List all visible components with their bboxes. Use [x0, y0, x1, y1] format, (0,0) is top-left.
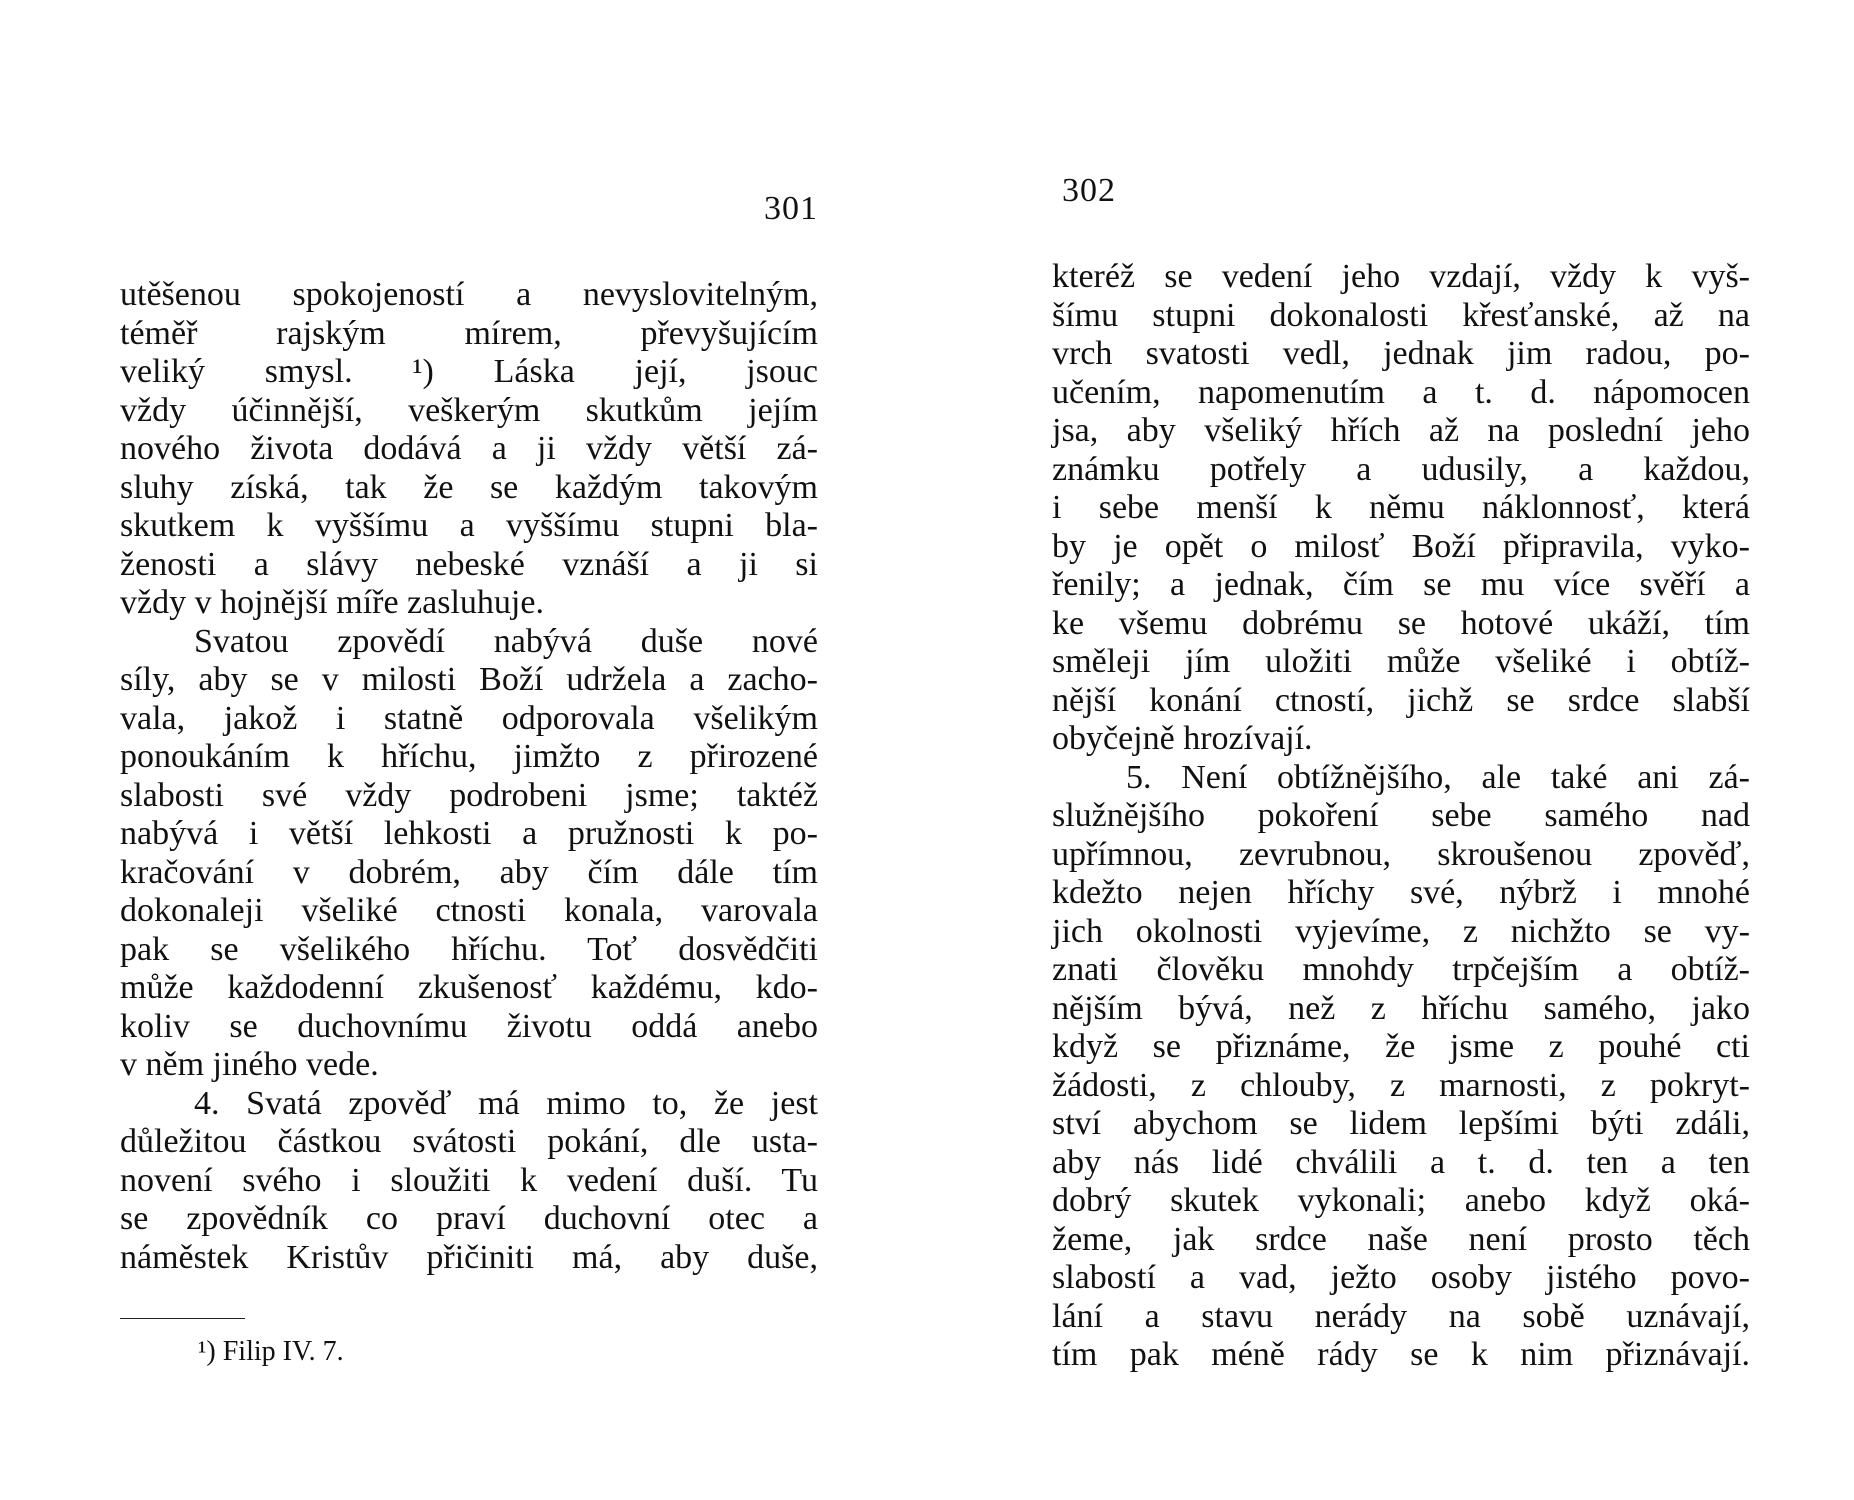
text-line: vždy v hojnější míře zasluhuje. — [120, 584, 544, 621]
text-line: lání a stavu nerády na sobě uznávají, — [1052, 1297, 1750, 1335]
text-line: upřímnou, zevrubnou, skroušenou zpověď, — [1052, 835, 1750, 873]
text-line: když se přiznáme, že jsme z pouhé cti — [1052, 1028, 1750, 1065]
right-page-body-text — [1052, 258, 1750, 1375]
text-line: dokonaleji všeliké ctnosti konala, varovala — [120, 892, 818, 929]
text-line: slabostí a vad, ježto osoby jistého povo- — [1052, 1259, 1750, 1296]
text-line: ponoukáním k hříchu, jimžto z přirozené — [120, 738, 818, 775]
text-line: v něm jiného vede. — [120, 1046, 379, 1083]
text-line: vždy účinnější, veškerým skutkům jejím — [120, 391, 818, 429]
text-line: dobrý skutek vykonali; anebo když oká- — [1052, 1182, 1750, 1219]
text-line: učením, napomenutím a t. d. nápomocen — [1052, 373, 1750, 411]
text-line: tím pak méně rády se k nim přiznávají. — [1052, 1336, 1750, 1373]
text-line: koliv se duchovnímu životu oddá anebo — [120, 1007, 818, 1045]
footnote: ¹) Filip IV. 7. — [198, 1336, 344, 1367]
page-number-left: 301 — [764, 190, 818, 227]
text-line: vala, jakož i statně odporovala všelikým — [120, 699, 818, 737]
text-line: 4. Svatá zpověď má mimo to, že jest — [194, 1084, 818, 1122]
text-line: nější konání ctností, jichž se srdce slabší — [1052, 681, 1750, 719]
text-line: utěšenou spokojeností a nevyslovitelným, — [120, 276, 818, 313]
text-line: znati člověku mnohdy trpčejším a obtíž- — [1052, 951, 1750, 988]
text-line: žádosti, z chlouby, z marnosti, z pokryt- — [1052, 1066, 1750, 1104]
text-line: náměstek Kristův přičiniti má, aby duše, — [120, 1238, 818, 1276]
text-line: 5. Není obtížnějšího, ale také ani zá- — [1126, 758, 1750, 796]
text-line: téměř rajským mírem, převyšujícím — [120, 314, 818, 352]
text-line: směleji jím uložiti může všeliké i obtíž- — [1052, 643, 1750, 680]
text-line: služnějšího pokoření sebe samého nad — [1052, 797, 1750, 834]
footnote-divider — [120, 1318, 245, 1319]
text-line: jsa, aby všeliký hřích až na poslední jeho — [1052, 412, 1750, 449]
text-line: může každodenní zkušenosť každému, kdo- — [120, 969, 818, 1006]
text-line: žeme, jak srdce naše není prosto těch — [1052, 1220, 1750, 1258]
text-line: novení svého i sloužiti k vedení duší. Tu — [120, 1161, 818, 1199]
text-line: sluhy získá, tak že se každým takovým — [120, 468, 818, 506]
page-number-right: 302 — [1062, 172, 1116, 209]
text-line: se zpovědník co praví duchovní otec a — [120, 1200, 818, 1237]
text-line: nového života dodává a ji vždy větší zá- — [120, 430, 818, 467]
text-line: řenily; a jednak, čím se mu více svěří a — [1052, 566, 1750, 603]
text-line: vrch svatosti vedl, jednak jim radou, po- — [1052, 335, 1750, 372]
text-line: aby nás lidé chválili a t. d. ten a ten — [1052, 1143, 1750, 1181]
text-line: šímu stupni dokonalosti křesťanské, až na — [1052, 296, 1750, 334]
text-line: ženosti a slávy nebeské vznáší a ji si — [120, 545, 818, 583]
text-line: kračování v dobrém, aby čím dále tím — [120, 853, 818, 891]
text-line: Svatou zpovědí nabývá duše nové — [194, 622, 818, 660]
text-line: kteréž se vedení jeho vzdají, vždy k vyš- — [1052, 258, 1750, 295]
text-line: nabývá i větší lehkosti a pružnosti k po- — [120, 815, 818, 852]
text-line: by je opět o milosť Boží připravila, vyko- — [1052, 527, 1750, 565]
text-line: důležitou částkou svátosti pokání, dle usta- — [120, 1123, 818, 1160]
text-line: pak se všelikého hříchu. Toť dosvědčiti — [120, 930, 818, 968]
text-line: obyčejně hrozívají. — [1052, 720, 1313, 757]
text-line: skutkem k vyššímu a vyššímu stupni bla- — [120, 507, 818, 544]
text-line: ství abychom se lidem lepšími býti zdáli, — [1052, 1105, 1750, 1142]
text-line: kdežto nejen hříchy své, nýbrž i mnohé — [1052, 874, 1750, 911]
text-line: síly, aby se v milosti Boží udržela a zacho- — [120, 661, 818, 698]
text-line: veliký smysl. ¹) Láska její, jsouc — [120, 353, 818, 390]
left-page-body-text — [120, 276, 818, 1277]
text-line: nějším bývá, než z hříchu samého, jako — [1052, 989, 1750, 1027]
text-line: i sebe menší k němu náklonnosť, která — [1052, 489, 1750, 526]
text-line: slabosti své vždy podrobeni jsme; taktéž — [120, 776, 818, 814]
text-line: jich okolnosti vyjevíme, z nichžto se vy- — [1052, 912, 1750, 950]
text-line: známku potřely a udusily, a každou, — [1052, 450, 1750, 488]
text-line: ke všemu dobrému se hotové ukáží, tím — [1052, 604, 1750, 642]
